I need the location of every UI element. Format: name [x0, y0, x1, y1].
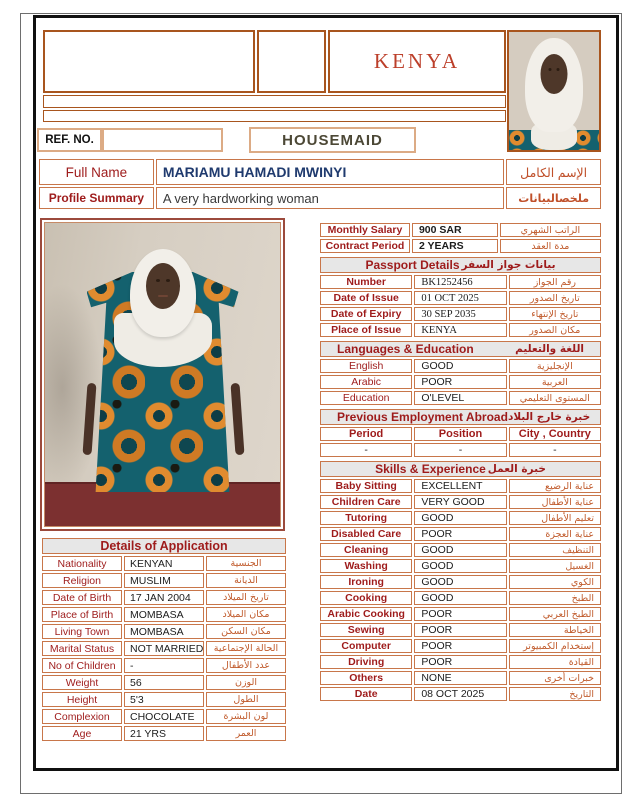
passport-row-value: 30 SEP 2035 — [414, 307, 506, 321]
headshot-face — [541, 54, 568, 94]
passport-row-arabic: تاريخ الصدور — [509, 291, 601, 305]
skill-row — [320, 655, 601, 669]
employment-col-city: City , Country — [509, 427, 601, 441]
skill-row-value: GOOD — [414, 575, 506, 589]
skill-row — [320, 687, 601, 701]
details-header-row — [42, 538, 286, 554]
identity-table — [37, 157, 603, 211]
details-row-value: 5'3 — [124, 692, 204, 707]
skill-row-label: Tutoring — [320, 511, 412, 525]
language-row-label: Arabic — [320, 375, 412, 389]
languages-header-ar: اللغة والتعليم — [515, 343, 584, 355]
details-row-value: - — [124, 658, 204, 673]
details-row-arabic: مكان السكن — [206, 624, 286, 639]
passport-header — [323, 258, 598, 272]
language-row-value: O'LEVEL — [414, 391, 506, 405]
full-name-label: Full Name — [39, 159, 154, 185]
contract-row — [320, 239, 601, 253]
ref-no-value-box — [102, 128, 223, 152]
details-row — [42, 726, 286, 741]
skill-row — [320, 623, 601, 637]
header-small-box — [257, 30, 326, 93]
details-row-label: Age — [42, 726, 122, 741]
ref-no-label-box — [37, 128, 102, 152]
details-row-value: CHOCOLATE — [124, 709, 204, 724]
skill-row-arabic: الغسيل — [509, 559, 601, 573]
skill-row — [320, 527, 601, 541]
details-row-arabic: مكان الميلاد — [206, 607, 286, 622]
skill-row-value: POOR — [414, 655, 506, 669]
skill-row-label: Children Care — [320, 495, 412, 509]
details-row-label: Religion — [42, 573, 122, 588]
skill-row — [320, 495, 601, 509]
languages-header — [323, 342, 598, 356]
details-row-value: NOT MARRIED — [124, 641, 204, 656]
details-row — [42, 573, 286, 588]
details-row-label: Complexion — [42, 709, 122, 724]
previous-employment-table — [318, 407, 603, 459]
skills-header-row — [320, 461, 601, 477]
passport-row-arabic: تاريخ الإنتهاء — [509, 307, 601, 321]
skill-row-arabic: القيادة — [509, 655, 601, 669]
skill-row-value: GOOD — [414, 559, 506, 573]
language-row-arabic: المستوى التعليمي — [509, 391, 601, 405]
header-logo-box — [43, 30, 255, 93]
skill-row-label: Others — [320, 671, 412, 685]
details-row-label: Height — [42, 692, 122, 707]
details-row-arabic: تاريخ الميلاد — [206, 590, 286, 605]
skill-row-label: Washing — [320, 559, 412, 573]
applicant-headshot — [507, 30, 601, 152]
employment-row — [320, 443, 601, 457]
skill-row — [320, 511, 601, 525]
header-strip-1 — [43, 95, 506, 108]
passport-row — [320, 307, 601, 321]
details-row-arabic: الطول — [206, 692, 286, 707]
photo-mouth — [158, 295, 168, 297]
position-title: HOUSEMAID — [282, 131, 383, 149]
skill-row — [320, 639, 601, 653]
skill-row-value: POOR — [414, 639, 506, 653]
passport-row-arabic: رقم الجواز — [509, 275, 601, 289]
employment-col-period: Period — [320, 427, 412, 441]
language-row-value: POOR — [414, 375, 506, 389]
details-row-label: Place of Birth — [42, 607, 122, 622]
skill-row-value: POOR — [414, 527, 506, 541]
passport-row-label: Number — [320, 275, 412, 289]
skill-row-arabic: الكوي — [509, 575, 601, 589]
skill-row-arabic: التاريخ — [509, 687, 601, 701]
passport-row-arabic: مكان الصدور — [509, 323, 601, 337]
skill-row-label: Date — [320, 687, 412, 701]
details-row-label: Marital Status — [42, 641, 122, 656]
employment-row-city: - — [509, 443, 601, 457]
employment-header-ar: خبرة خارج البلاد — [507, 411, 591, 423]
details-row-value: MOMBASA — [124, 624, 204, 639]
details-row-arabic: العمر — [206, 726, 286, 741]
skill-row-arabic: تعليم الأطفال — [509, 511, 601, 525]
passport-header-en: Passport Details — [365, 258, 460, 272]
details-row-arabic: عدد الأطفال — [206, 658, 286, 673]
skill-row-arabic: عناية الأطفال — [509, 495, 601, 509]
skill-row-arabic: عناية العجزة — [509, 527, 601, 541]
skill-row-value: POOR — [414, 607, 506, 621]
details-row — [42, 556, 286, 571]
details-row-label: Living Town — [42, 624, 122, 639]
profile-summary-label: Profile Summary — [39, 187, 154, 209]
skill-row — [320, 591, 601, 605]
skill-row — [320, 671, 601, 685]
language-row-label: Education — [320, 391, 412, 405]
passport-row — [320, 323, 601, 337]
profile-summary-row — [39, 187, 601, 209]
skill-row-arabic: الطبخ — [509, 591, 601, 605]
right-column — [318, 221, 603, 703]
skill-row-value: VERY GOOD — [414, 495, 506, 509]
skill-row-value: GOOD — [414, 591, 506, 605]
passport-row-label: Date of Issue — [320, 291, 412, 305]
contract-row-arabic: مدة العقد — [500, 239, 601, 253]
details-row-value: MUSLIM — [124, 573, 204, 588]
details-row — [42, 675, 286, 690]
skill-row-arabic: عناية الرضيع — [509, 479, 601, 493]
skills-experience-table — [318, 459, 603, 703]
skill-row-label: Sewing — [320, 623, 412, 637]
skill-row — [320, 607, 601, 621]
details-row-arabic: الحالة الإجتماعية — [206, 641, 286, 656]
details-row-value: KENYAN — [124, 556, 204, 571]
skill-row — [320, 575, 601, 589]
details-row-arabic: لون البشرة — [206, 709, 286, 724]
employment-row-period: - — [320, 443, 412, 457]
country-box — [328, 30, 506, 93]
details-row — [42, 709, 286, 724]
country-name: KENYA — [373, 49, 461, 73]
full-name-value: MARIAMU HAMADI MWINYI — [156, 159, 504, 185]
skill-row-arabic: إستخدام الكمبيوتر — [509, 639, 601, 653]
languages-header-row — [320, 341, 601, 357]
applicant-photo — [40, 218, 285, 531]
contract-row-label: Monthly Salary — [320, 223, 410, 237]
contract-row — [320, 223, 601, 237]
language-row — [320, 391, 601, 405]
skill-row-value: GOOD — [414, 511, 506, 525]
details-row — [42, 590, 286, 605]
skill-row-label: Cooking — [320, 591, 412, 605]
skill-row-label: Baby Sitting — [320, 479, 412, 493]
applicant-photo-canvas — [44, 222, 281, 527]
employment-header-en: Previous Employment Abroad — [337, 410, 508, 424]
passport-row-value: BK1252456 — [414, 275, 506, 289]
passport-header-row — [320, 257, 601, 273]
details-of-application-table — [40, 536, 288, 743]
skill-row-label: Driving — [320, 655, 412, 669]
details-row-value: 56 — [124, 675, 204, 690]
photo-eyes — [161, 279, 165, 282]
details-header: Details of Application — [42, 538, 286, 554]
language-row-label: English — [320, 359, 412, 373]
language-row-arabic: العربية — [509, 375, 601, 389]
employment-row-position: - — [414, 443, 506, 457]
skill-row-label: Computer — [320, 639, 412, 653]
skill-row — [320, 543, 601, 557]
employment-header-row — [320, 409, 601, 425]
details-row — [42, 641, 286, 656]
employment-header — [323, 410, 598, 424]
language-row-arabic: الإنجليزية — [509, 359, 601, 373]
passport-row-value: 01 OCT 2025 — [414, 291, 506, 305]
ref-no-label: REF. NO. — [45, 134, 94, 146]
header-strip-2 — [43, 110, 506, 122]
details-row — [42, 658, 286, 673]
skill-row — [320, 559, 601, 573]
skill-row-label: Arabic Cooking — [320, 607, 412, 621]
skill-row-arabic: التنظيف — [509, 543, 601, 557]
details-row-value: 21 YRS — [124, 726, 204, 741]
skill-row-value: GOOD — [414, 543, 506, 557]
skill-row-arabic: الطبخ العربي — [509, 607, 601, 621]
details-row — [42, 607, 286, 622]
languages-education-table — [318, 339, 603, 407]
language-row — [320, 375, 601, 389]
details-row-arabic: الوزن — [206, 675, 286, 690]
passport-row-value: KENYA — [414, 323, 506, 337]
languages-header-en: Languages & Education — [337, 342, 474, 356]
details-row — [42, 624, 286, 639]
passport-row-label: Place of Issue — [320, 323, 412, 337]
passport-row — [320, 275, 601, 289]
contract-row-value: 900 SAR — [412, 223, 498, 237]
details-row-label: Nationality — [42, 556, 122, 571]
profile-summary-value: A very hardworking woman — [156, 187, 504, 209]
contract-row-value: 2 YEARS — [412, 239, 498, 253]
details-row-arabic: الجنسية — [206, 556, 286, 571]
skills-header-ar: خبرة العمل — [487, 463, 546, 475]
skill-row-value: EXCELLENT — [414, 479, 506, 493]
skill-row-label: Disabled Care — [320, 527, 412, 541]
skills-header-en: Skills & Experience — [375, 462, 486, 476]
skill-row — [320, 479, 601, 493]
language-row-value: GOOD — [414, 359, 506, 373]
employment-columns-row — [320, 427, 601, 441]
details-row-value: 17 JAN 2004 — [124, 590, 204, 605]
details-row-value: MOMBASA — [124, 607, 204, 622]
full-name-row — [39, 159, 601, 185]
skill-row-label: Ironing — [320, 575, 412, 589]
passport-details-table — [318, 255, 603, 339]
skill-row-arabic: خبرات أخرى — [509, 671, 601, 685]
photo-right-arm — [230, 383, 244, 455]
contract-row-label: Contract Period — [320, 239, 410, 253]
skill-row-value: NONE — [414, 671, 506, 685]
employment-col-position: Position — [414, 427, 506, 441]
details-row-arabic: الديانة — [206, 573, 286, 588]
skills-header — [323, 462, 598, 476]
skill-row-value: POOR — [414, 623, 506, 637]
details-row-label: Weight — [42, 675, 122, 690]
position-title-box — [249, 127, 416, 153]
skill-row-label: Cleaning — [320, 543, 412, 557]
profile-summary-arabic: ملخصالبيانات — [506, 187, 601, 209]
passport-row — [320, 291, 601, 305]
contract-table — [318, 221, 603, 255]
details-row — [42, 692, 286, 707]
contract-row-arabic: الراتب الشهري — [500, 223, 601, 237]
passport-row-label: Date of Expiry — [320, 307, 412, 321]
full-name-arabic: الإسم الكامل — [506, 159, 601, 185]
passport-header-ar: بيانات جواز السفر — [461, 259, 556, 271]
skill-row-arabic: الخياطة — [509, 623, 601, 637]
headshot-eyes — [553, 68, 556, 71]
details-row-label: Date of Birth — [42, 590, 122, 605]
photo-face — [146, 263, 180, 309]
details-row-label: No of Children — [42, 658, 122, 673]
language-row — [320, 359, 601, 373]
skill-row-value: 08 OCT 2025 — [414, 687, 506, 701]
